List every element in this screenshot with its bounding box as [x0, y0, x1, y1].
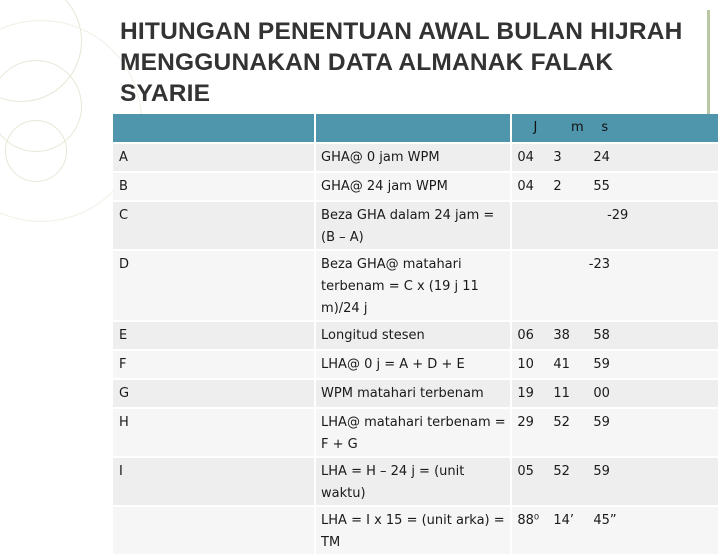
table-row [113, 458, 720, 507]
header-j: J [533, 120, 538, 135]
value-m: 3 [553, 150, 562, 165]
calculation-table [113, 114, 720, 556]
row-label: B [113, 173, 316, 202]
table-row [113, 202, 720, 251]
row-description: LHA = I x 15 = (unit arka) = TM [316, 507, 512, 556]
value-s: 59 [593, 415, 610, 430]
value-s: 59 [593, 357, 610, 372]
table-header-row [113, 114, 720, 144]
row-label: F [113, 351, 316, 380]
table-row [113, 251, 720, 322]
value-combined: -23 [512, 251, 720, 322]
table-row [113, 173, 720, 202]
value-j: 29 [517, 415, 534, 430]
table-row [113, 351, 720, 380]
table-row [113, 322, 720, 351]
value-m: 52 [553, 464, 570, 479]
value-s: 59 [593, 464, 610, 479]
row-label: D [113, 251, 316, 322]
value-j: 06 [517, 328, 534, 343]
value-j: 05 [517, 464, 534, 479]
row-label: E [113, 322, 316, 351]
value-s: 24 [593, 150, 610, 165]
header-s: s [601, 120, 609, 135]
row-description: Longitud stesen [316, 322, 512, 351]
row-label: H [113, 409, 316, 458]
page-title: HITUNGAN PENENTUAN AWAL BULAN HIJRAH MENGGUNAKAN DATA ALMANAK FALAK SYARIE [120, 18, 683, 107]
value-j: 04 [517, 150, 534, 165]
row-description: GHA@ 24 jam WPM [316, 173, 512, 202]
value-m: 41 [553, 357, 570, 372]
table-row [113, 507, 720, 556]
header-description-column [316, 114, 512, 144]
row-description: LHA@ 0 j = A + D + E [316, 351, 512, 380]
value-combined: -29 [512, 202, 720, 251]
table-row [113, 144, 720, 173]
row-description: Beza GHA dalam 24 jam = (B – A) [316, 202, 512, 251]
header-m: m [571, 120, 584, 135]
table-row [113, 409, 720, 458]
row-description: Beza GHA@ matahari terbenam = C x (19 j 11 m)/24 j [316, 251, 512, 322]
table-row [113, 380, 720, 409]
row-label: G [113, 380, 316, 409]
value-m: 38 [553, 328, 570, 343]
row-label: C [113, 202, 316, 251]
value-s: 58 [593, 328, 610, 343]
header-jms-column [512, 114, 720, 144]
value-j: 10 [517, 357, 534, 372]
row-description: LHA = H – 24 j = (unit waktu) [316, 458, 512, 507]
value-s: 00 [593, 386, 610, 401]
row-label: I [113, 458, 316, 507]
value-m: 52 [553, 415, 570, 430]
row-description: GHA@ 0 jam WPM [316, 144, 512, 173]
value-m: 2 [553, 179, 562, 194]
value-m: 11 [553, 386, 570, 401]
header-label-column [113, 114, 316, 144]
value-s: 55 [593, 179, 610, 194]
value-j: 88⁰ [517, 513, 540, 528]
value-m: 14’ [553, 513, 575, 528]
value-j: 04 [517, 179, 534, 194]
value-j: 19 [517, 386, 534, 401]
value-s: 45” [593, 513, 617, 528]
row-label [113, 507, 316, 556]
row-label: A [113, 144, 316, 173]
row-description: LHA@ matahari terbenam = F + G [316, 409, 512, 458]
row-description: WPM matahari terbenam [316, 380, 512, 409]
